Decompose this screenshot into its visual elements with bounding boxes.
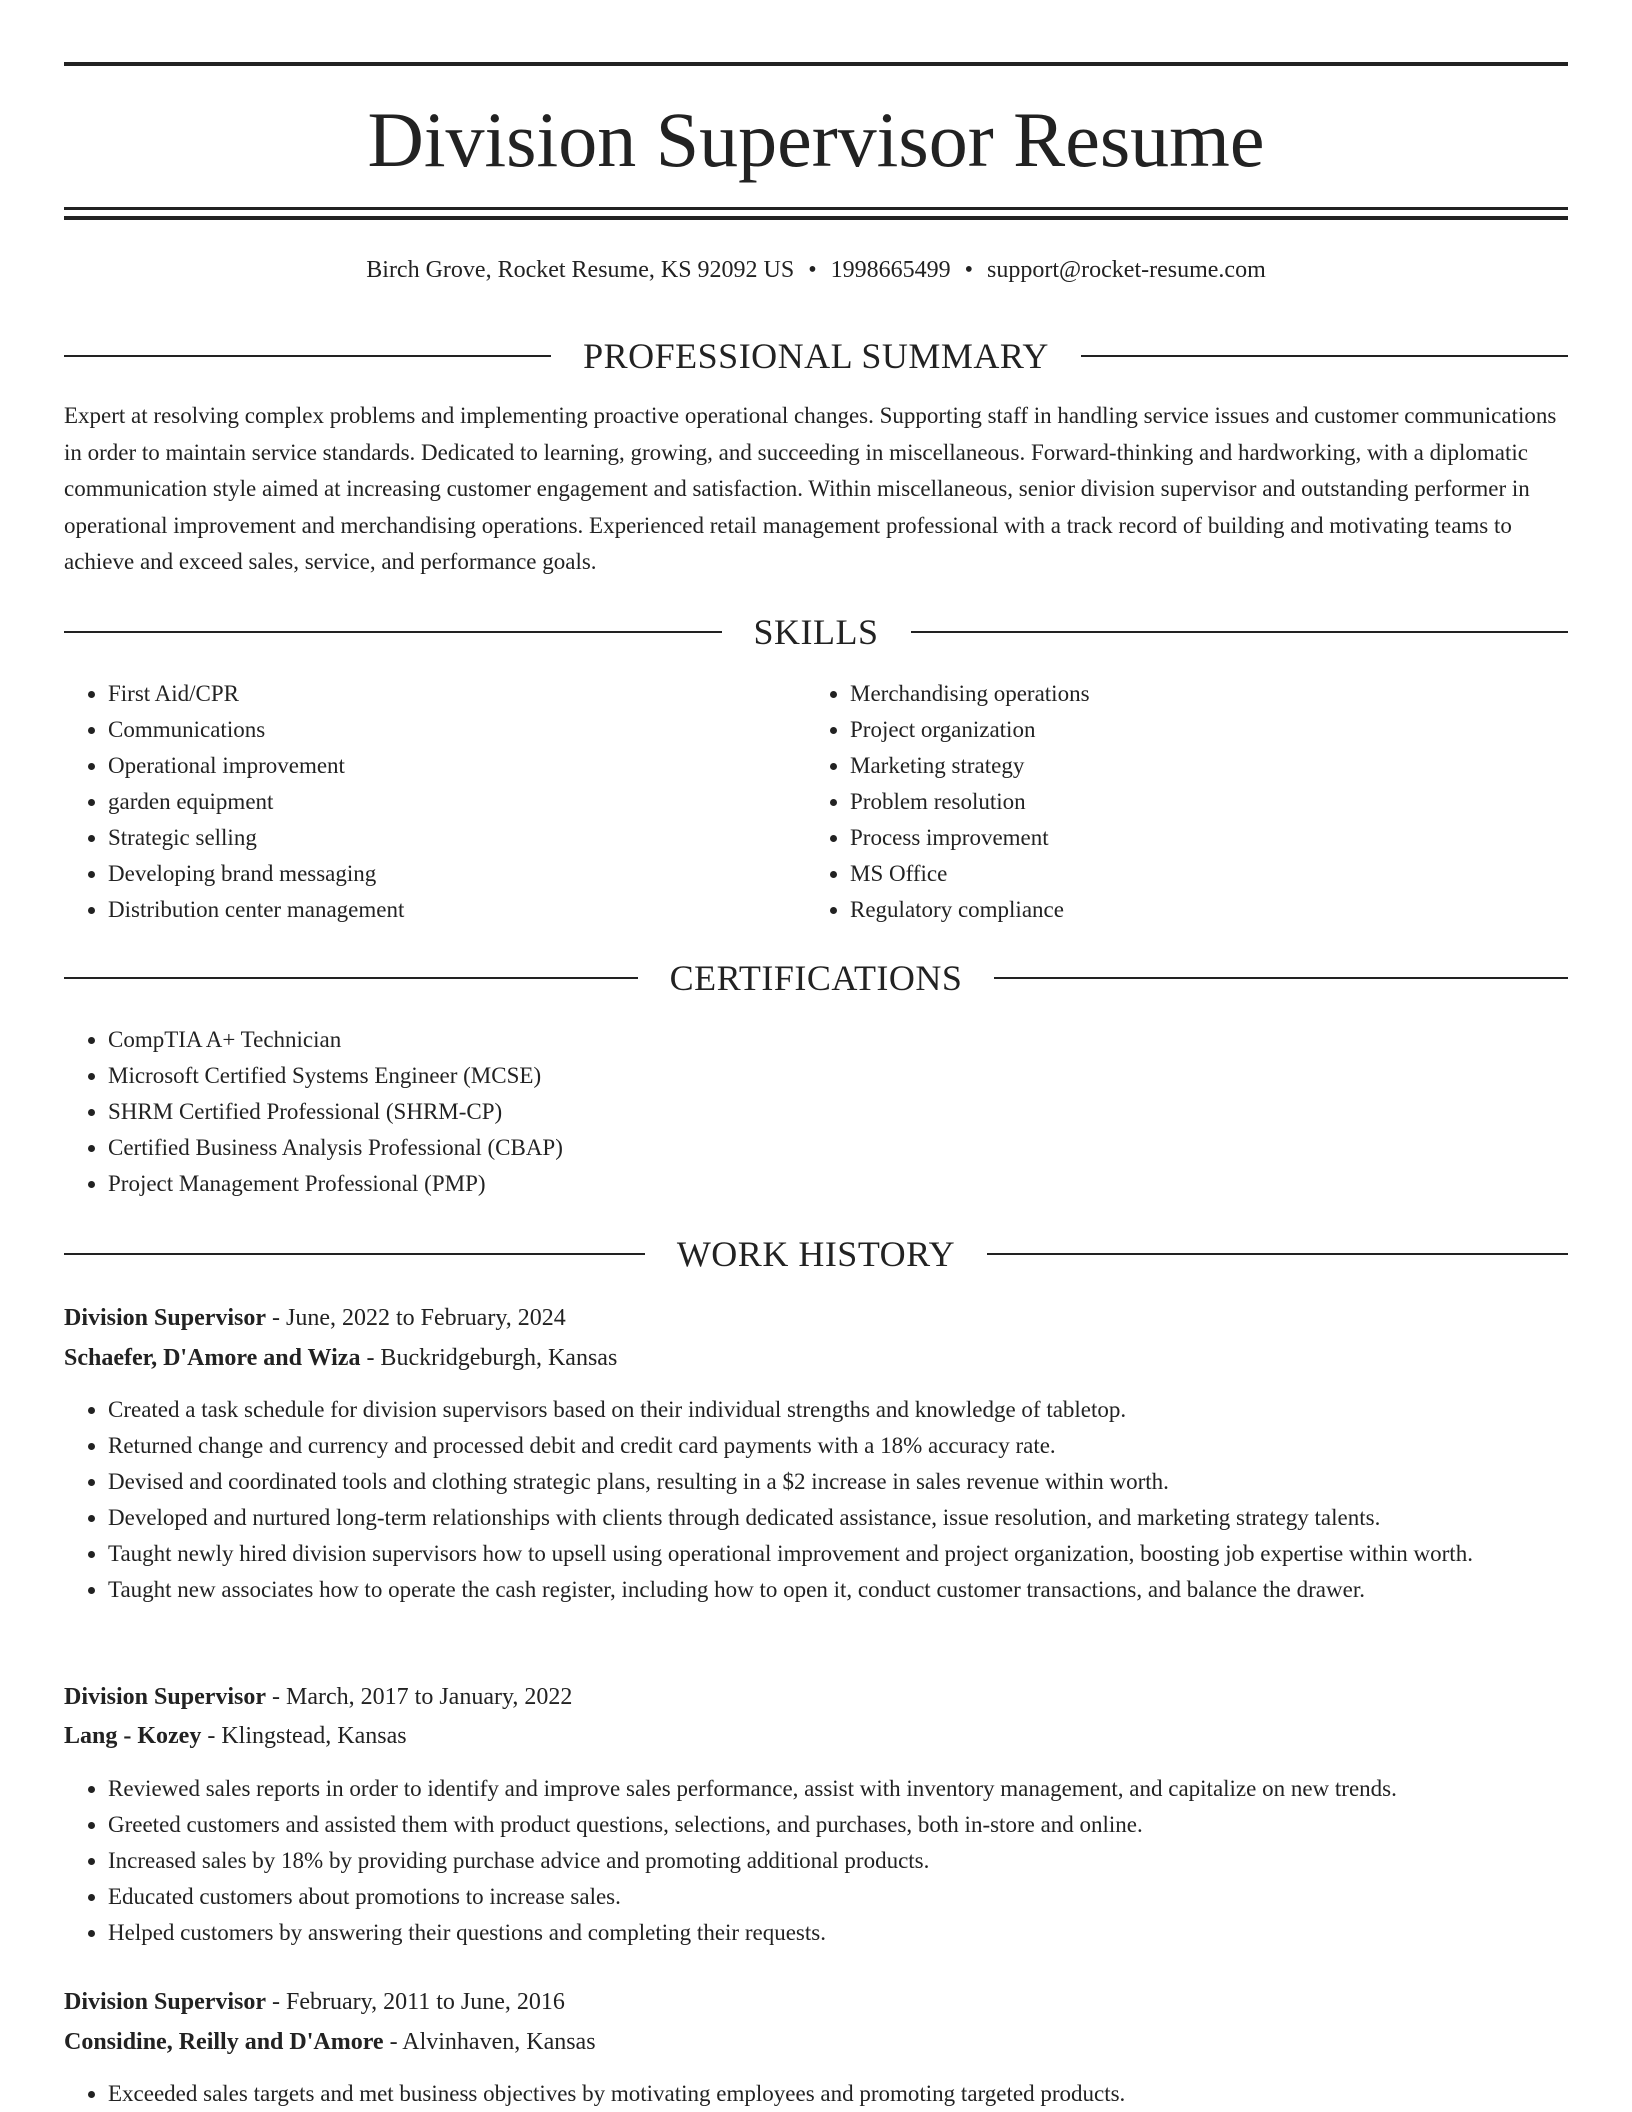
heading-rule-left xyxy=(64,355,551,357)
job-company-line xyxy=(64,1719,1568,1753)
contact-phone[interactable]: 1998665499 xyxy=(830,257,951,283)
job-bullet: • Reviewed sales reports in order to identify and improve sales performance, assist with inventory management, and capitalize on new trends. xyxy=(108,1771,1612,1807)
heading-rule-left xyxy=(64,1253,645,1255)
skill-item: • Regulatory compliance xyxy=(850,892,1550,928)
skill-item: • First Aid/CPR xyxy=(108,676,808,712)
skill-item: • Marketing strategy xyxy=(850,748,1550,784)
job-title: Division Supervisor xyxy=(64,1989,267,2015)
job-company-line xyxy=(64,1341,1568,1375)
job-title: Division Supervisor xyxy=(64,1684,267,1710)
job-bullet: • Devised and coordinated tools and clothing strategic plans, resulting in a $2 increase in sales revenue within worth. xyxy=(108,1464,1612,1500)
job-title-line xyxy=(64,1680,1568,1714)
job-bullet: • Returned change and currency and processed debit and credit card payments with a 18% accuracy rate. xyxy=(108,1428,1612,1464)
job-bullet: • Developed and nurtured long-term relationships with clients through dedicated assistance, issue resolution, and marketing strategy talents. xyxy=(108,1500,1612,1536)
job-bullet: • Taught new associates how to operate the cash register, including how to open it, conduct customer transactions, and balance the drawer. xyxy=(108,1572,1612,1608)
job-bullet: • Greeted customers and assisted them with product questions, selections, and purchases, both in-store and online. xyxy=(108,1807,1612,1843)
certifications-heading-title: CERTIFICATIONS xyxy=(669,958,963,998)
heading-rule-left xyxy=(64,631,722,633)
job-bullet: • Exceeded sales targets and met business objectives by motivating employees and promoting targeted products. xyxy=(108,2076,1612,2112)
job-company: Lang - Kozey xyxy=(64,1723,202,1749)
summary-text: Expert at resolving complex problems and implementing proactive operational changes. Supporting staff in handling service issues and customer communications in order to maintain service standards. Dedicated to learning, growing, and succeeding in miscellaneous. Forward-thinking and hardworking, with a diplomatic communication style aimed at increasing customer engagement and satisfaction. Within miscellaneous, senior division supervisor and outstanding performer in operational improvement and merchandising operations. Experienced retail management professional with a track record of building and motivating teams to achieve and exceed sales, service, and performance goals. xyxy=(64,403,1557,574)
skills-heading-title: SKILLS xyxy=(753,612,879,652)
job-dates: - June, 2022 to February, 2024 xyxy=(266,1305,566,1331)
job-dates: - February, 2011 to June, 2016 xyxy=(266,1989,565,2015)
job-location: - Klingstead, Kansas xyxy=(201,1723,407,1749)
heading-rule-right xyxy=(911,631,1569,633)
job-bullets xyxy=(64,1771,1612,1951)
summary-heading-title: PROFESSIONAL SUMMARY xyxy=(583,336,1049,376)
certification-item: • Certified Business Analysis Professional (CBAP) xyxy=(108,1130,1612,1166)
summary-heading xyxy=(64,334,1568,378)
certification-item: • Microsoft Certified Systems Engineer (MCSE) xyxy=(108,1058,1612,1094)
skills-list-left xyxy=(64,676,808,928)
heading-rule-left xyxy=(64,977,638,979)
skill-item: • Distribution center management xyxy=(108,892,808,928)
job-bullet: • Taught newly hired division supervisors how to upsell using operational improvement and project organization, boosting job expertise within worth. xyxy=(108,1536,1612,1572)
job-bullet: • Educated customers about promotions to increase sales. xyxy=(108,1879,1612,1915)
job-title: Division Supervisor xyxy=(64,1305,267,1331)
job-title-line xyxy=(64,1301,1568,1335)
contact-line xyxy=(64,254,1568,286)
skills-heading xyxy=(64,610,1568,654)
resume-title: Division Supervisor Resume xyxy=(367,96,1265,183)
skill-item: • garden equipment xyxy=(108,784,808,820)
work-history-heading-title: WORK HISTORY xyxy=(676,1234,956,1274)
job-title-line xyxy=(64,1985,1568,2019)
heading-rule-right xyxy=(987,1253,1568,1255)
job-bullets xyxy=(64,2076,1612,2112)
contact-address: Birch Grove, Rocket Resume, KS 92092 US xyxy=(366,257,795,283)
job-bullets xyxy=(64,1392,1612,1608)
skill-item: • Process improvement xyxy=(850,820,1550,856)
skill-item: • MS Office xyxy=(850,856,1550,892)
job-location: - Buckridgeburgh, Kansas xyxy=(360,1345,618,1371)
certification-item: • Project Management Professional (PMP) xyxy=(108,1166,1612,1202)
certification-item: • SHRM Certified Professional (SHRM-CP) xyxy=(108,1094,1612,1130)
contact-separator: • xyxy=(964,257,974,283)
work-history-heading xyxy=(64,1232,1568,1276)
job-company: Schaefer, D'Amore and Wiza xyxy=(64,1345,361,1371)
header-top-rule xyxy=(64,62,1568,66)
skill-item: • Problem resolution xyxy=(850,784,1550,820)
skill-item: • Strategic selling xyxy=(108,820,808,856)
heading-rule-right xyxy=(1081,355,1568,357)
contact-email[interactable]: support@rocket-resume.com xyxy=(987,257,1266,283)
skill-item: • Project organization xyxy=(850,712,1550,748)
job-company: Considine, Reilly and D'Amore xyxy=(64,2029,384,2055)
heading-rule-right xyxy=(994,977,1568,979)
job-dates: - March, 2017 to January, 2022 xyxy=(266,1684,573,1710)
job-location: - Alvinhaven, Kansas xyxy=(383,2029,596,2055)
job-bullet: • Increased sales by 18% by providing purchase advice and promoting additional products. xyxy=(108,1843,1612,1879)
certifications-heading xyxy=(64,956,1568,1000)
header-bottom-rule-2 xyxy=(64,216,1568,220)
job-company-line xyxy=(64,2025,1568,2059)
job-bullet: • Created a task schedule for division supervisors based on their individual strengths and knowledge of tabletop. xyxy=(108,1392,1612,1428)
job-bullet: • Helped customers by answering their questions and completing their requests. xyxy=(108,1915,1612,1951)
skills-list-right xyxy=(806,676,1550,928)
skill-item: • Merchandising operations xyxy=(850,676,1550,712)
certifications-list xyxy=(64,1022,1612,1202)
skill-item: • Operational improvement xyxy=(108,748,808,784)
header-bottom-rule-1 xyxy=(64,207,1568,210)
skill-item: • Communications xyxy=(108,712,808,748)
skill-item: • Developing brand messaging xyxy=(108,856,808,892)
certification-item: • CompTIA A+ Technician xyxy=(108,1022,1612,1058)
contact-separator: • xyxy=(808,257,817,283)
